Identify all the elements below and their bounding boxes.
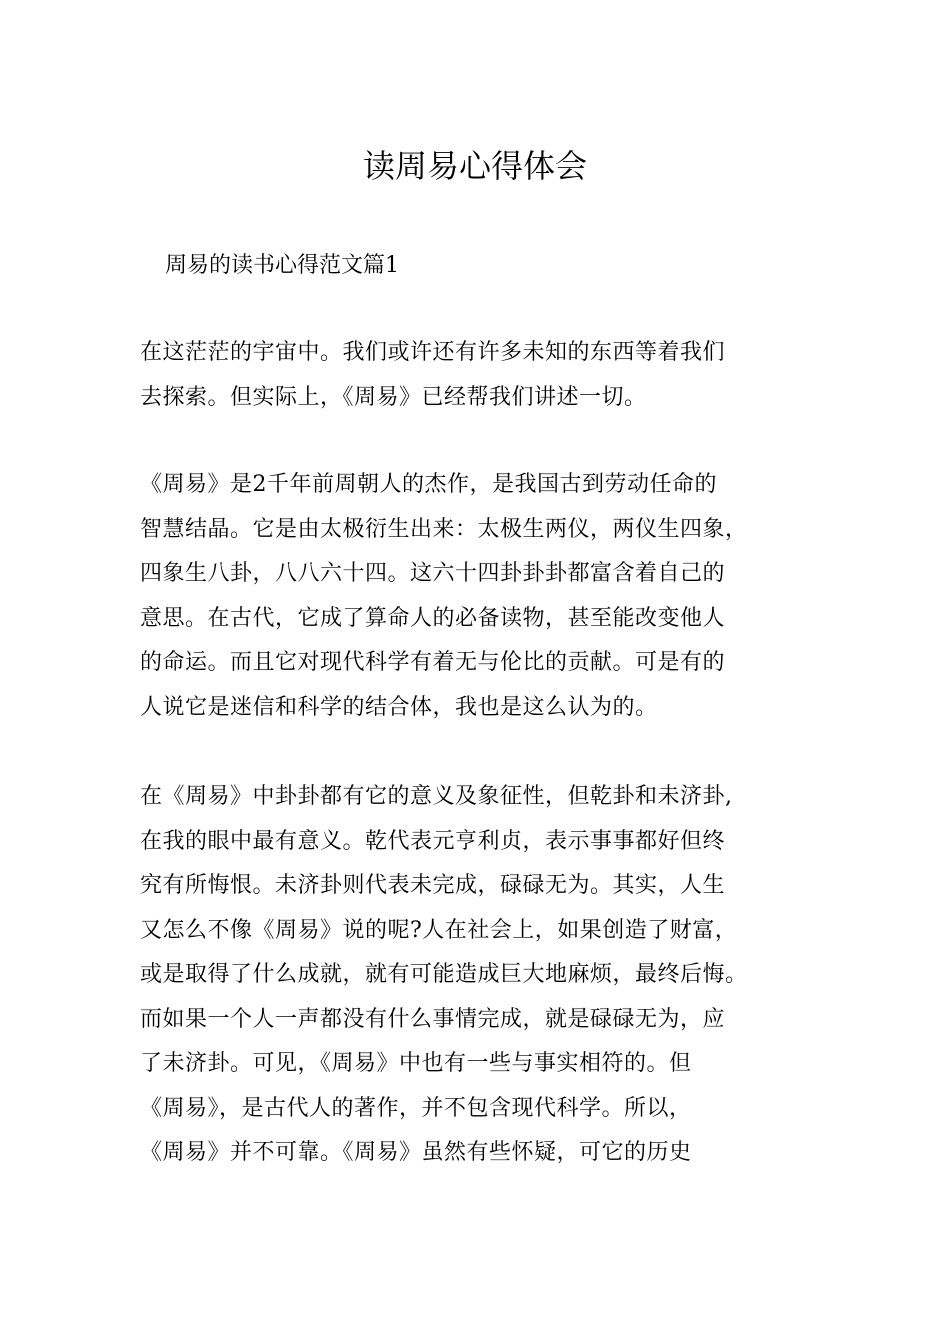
document-title: 读周易心得体会: [362, 147, 587, 185]
text-line: 又怎么不像《周易》说的呢?人在社会上，如果创造了财富，: [140, 917, 738, 943]
text-line: 或是取得了什么成就，就有可能造成巨大地麻烦，最终后悔。: [140, 962, 748, 987]
paragraph-2: [140, 463, 840, 730]
text-line: 了未济卦。可见，《周易》中也有一些与事实相符的。但: [140, 1051, 692, 1076]
text-line: 去探索。但实际上，《周易》已经帮我们讲述一切。: [140, 384, 647, 410]
text-line: 《周易》是2千年前周朝人的杰作，是我国古到劳动任命的: [140, 472, 717, 497]
text-line: 在这茫茫的宇宙中。我们或许还有许多未知的东西等着我们: [140, 340, 726, 365]
paragraph-1: [140, 331, 840, 420]
text-line: 《周易》，是古代人的著作，并不包含现代科学。所以，: [140, 1095, 692, 1121]
text-line: 的命运。而且它对现代科学有着无与伦比的贡献。可是有的: [140, 650, 726, 675]
text-line: 而如果一个人一声都没有什么事情完成，就是碌碌无为，应: [140, 1006, 726, 1032]
text-line: 在《周易》中卦卦都有它的意义及象征性，但乾卦和未济卦,: [140, 784, 733, 809]
text-line: 在我的眼中最有意义。乾代表元亨利贞，表示事事都好但终: [140, 828, 726, 854]
section-heading: 周易的读书心得范文篇1: [165, 253, 399, 278]
text-line: 人说它是迷信和科学的结合体，我也是这么认为的。: [140, 694, 658, 720]
text-line: 意思。在古代，它成了算命人的必备读物，甚至能改变他人: [140, 605, 726, 631]
paragraph-3: [140, 775, 840, 1176]
text-line: 《周易》并不可靠。《周易》虽然有些怀疑，可它的历史: [140, 1140, 692, 1165]
text-line: 究有所悔恨。未济卦则代表未完成，碌碌无为。其实，人生: [140, 873, 726, 898]
text-line: 智慧结晶。它是由太极衍生出来：太极生两仪，两仪生四象，: [140, 516, 748, 542]
text-line: 四象生八卦，八八六十四。这六十四卦卦卦都富含着自己的: [140, 561, 726, 586]
